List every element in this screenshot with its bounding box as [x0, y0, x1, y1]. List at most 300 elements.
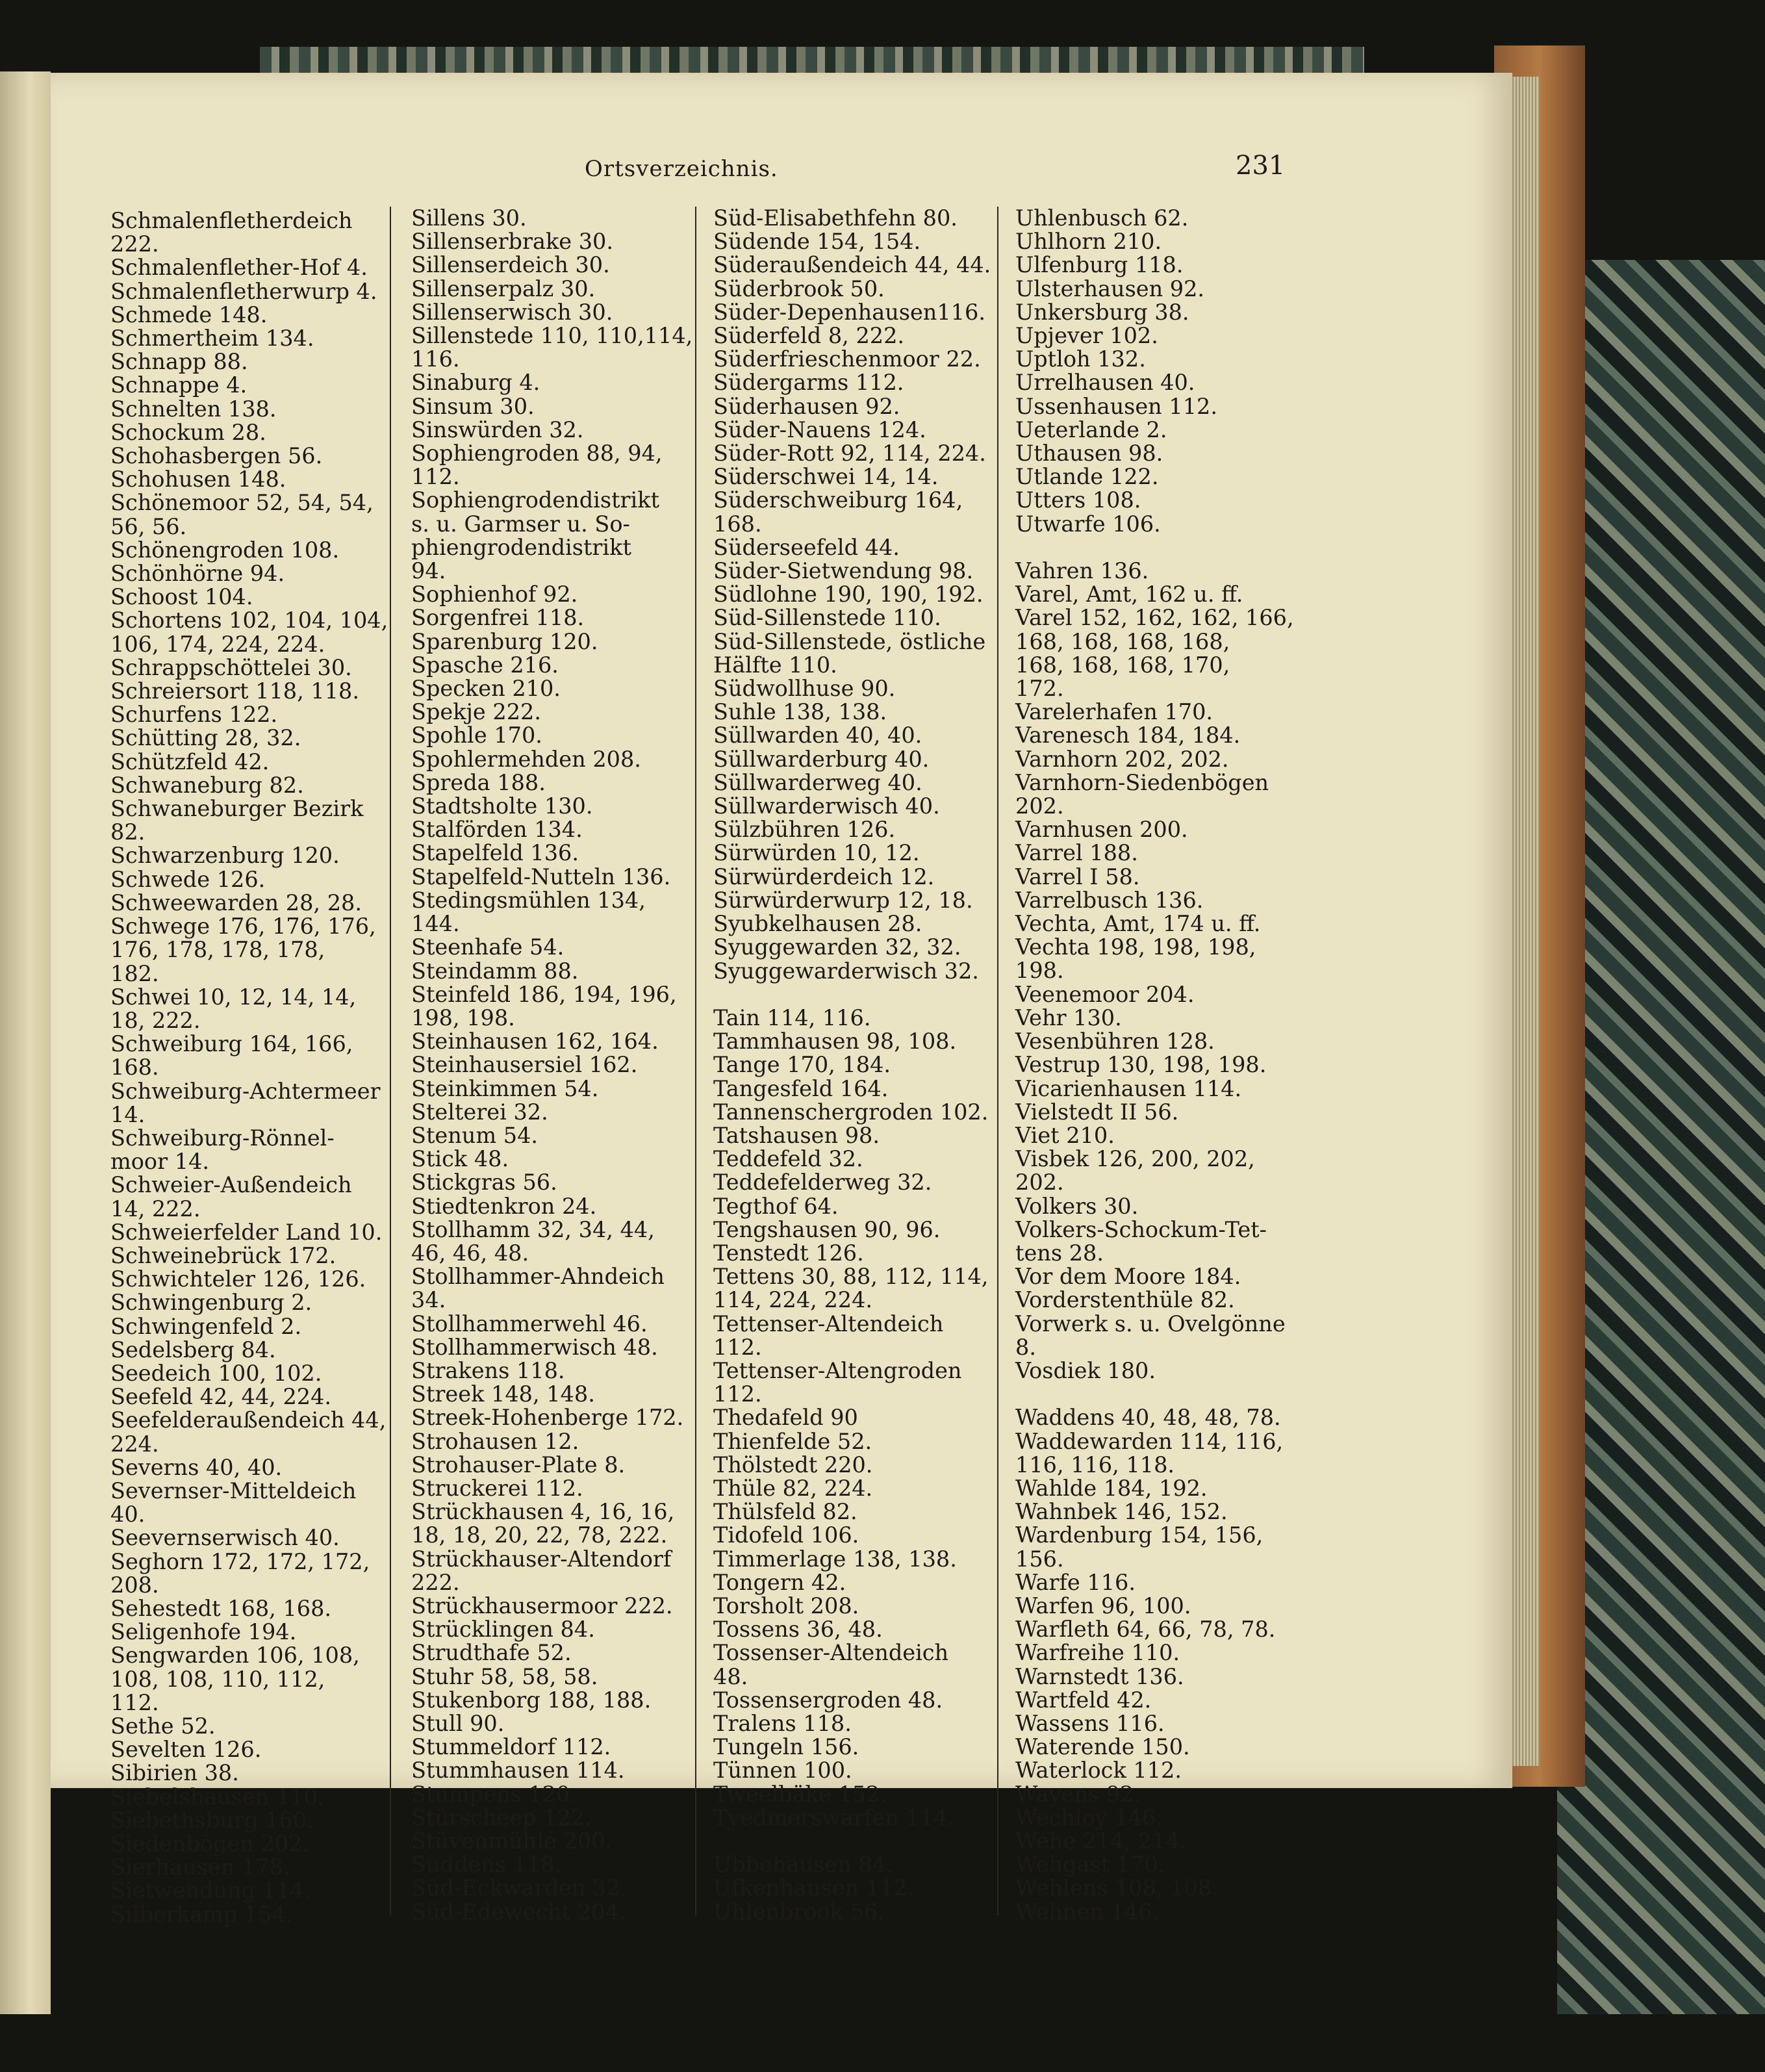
index-entry: Thölstedt 220.: [713, 1452, 873, 1477]
index-entry: Steinhausen 162, 164.: [411, 1029, 659, 1055]
index-entry: Tegthof 64.: [713, 1193, 839, 1219]
index-entry: 116.: [411, 346, 460, 372]
index-entry: Suddens 118.: [411, 1852, 562, 1878]
index-entry: Uhlenbrook 56.: [713, 1899, 885, 1925]
index-entry: Schmalenfletherdeich: [110, 208, 353, 233]
index-entry: Waterlock 112.: [1015, 1758, 1182, 1784]
index-entry: Sillenserpalz 30.: [411, 275, 596, 301]
index-entry: Ufkenhausen 112.: [713, 1875, 915, 1901]
index-entry: Vesenbühren 128.: [1015, 1029, 1215, 1055]
index-entry: Wehnen 146.: [1015, 1899, 1160, 1925]
index-entry: Sürwürderwurp 12, 18.: [713, 887, 973, 913]
index-entry: Sengwarden 106, 108,: [110, 1643, 360, 1669]
index-entry: Vestrup 130, 198, 198.: [1015, 1052, 1267, 1078]
index-entry: Wartfeld 42.: [1015, 1687, 1152, 1713]
index-entry: Schweierfelder Land 10.: [110, 1219, 383, 1245]
index-entry: 46, 46, 48.: [411, 1240, 529, 1266]
index-entry: 34.: [411, 1287, 446, 1313]
index-entry: Stollhammer-Ahndeich: [411, 1264, 665, 1290]
index-entry: Ulsterhausen 92.: [1015, 275, 1205, 301]
index-entry: Wehe 214, 214.: [1015, 1828, 1187, 1854]
index-entry: Tongern 42.: [713, 1569, 846, 1595]
index-entry: 106, 174, 224, 224.: [110, 631, 325, 657]
index-entry: Varnhusen 200.: [1015, 817, 1188, 843]
index-entry: Ueterlande 2.: [1015, 416, 1167, 442]
index-entry: Stollhammerwisch 48.: [411, 1334, 658, 1360]
index-entry: 222.: [110, 231, 159, 257]
index-entry: Varnhorn-Siedenbögen: [1015, 769, 1269, 795]
index-entry: Tatshausen 98.: [713, 1122, 880, 1148]
index-entry: Stumpens 120.: [411, 1781, 578, 1807]
index-entry: Warfe 116.: [1015, 1569, 1136, 1595]
index-entry: Urrelhausen 40.: [1015, 370, 1195, 396]
index-entry: Schütting 28, 32.: [110, 725, 301, 751]
index-entry: 18, 222.: [110, 1007, 201, 1033]
index-entry: Süd-Edewecht 204.: [411, 1899, 626, 1925]
index-entry: Varenesch 184, 184.: [1015, 723, 1241, 748]
index-entry: 156.: [1015, 1546, 1064, 1572]
index-entry: Unkersburg 38.: [1015, 299, 1189, 325]
index-entry: Spreda 188.: [411, 769, 546, 795]
index-entry: Strohausen 12.: [411, 1428, 579, 1454]
index-entry: Waddewarden 114, 116,: [1015, 1428, 1284, 1454]
index-entry: Vor dem Moore 184.: [1015, 1264, 1241, 1290]
index-entry: Süllwarden 40, 40.: [713, 723, 922, 748]
index-entry: Spohle 170.: [411, 723, 542, 748]
index-entry: Schönhörne 94.: [110, 561, 285, 587]
index-entry: 18, 18, 20, 22, 78, 222.: [411, 1522, 668, 1548]
index-entry: 112.: [713, 1381, 762, 1407]
index-entry: Strudthafe 52.: [411, 1640, 572, 1666]
index-column-1: [110, 209, 409, 1926]
letter-section-gap: [1015, 1383, 1314, 1406]
index-entry: Stick 48.: [411, 1146, 509, 1172]
index-entry: Schwichteler 126, 126.: [110, 1266, 366, 1292]
page-number: 231: [1236, 151, 1286, 181]
index-entry: Tyedmerswarfen 114.: [713, 1804, 955, 1830]
index-entry: Varnhorn 202, 202.: [1015, 746, 1229, 772]
index-entry: Varrel 188.: [1015, 840, 1138, 866]
index-entry: Hälfte 110.: [713, 652, 837, 678]
index-entry: Siebethsburg 160.: [110, 1807, 314, 1833]
index-entry: Torsholt 208.: [713, 1592, 859, 1618]
index-entry: Sinsum 30.: [411, 393, 535, 419]
index-entry: Spekje 222.: [411, 699, 541, 725]
index-entry: Wahlde 184, 192.: [1015, 1475, 1208, 1501]
index-entry: Sillenserdeich 30.: [411, 252, 610, 278]
index-entry: Schwede 126.: [110, 866, 266, 892]
index-entry: Schurfens 122.: [110, 702, 278, 728]
index-entry: Strakens 118.: [411, 1357, 565, 1383]
index-entry: Syuggewarderwisch 32.: [713, 958, 979, 984]
index-entry: Sillenstede 110, 110,114,: [411, 323, 693, 349]
index-entry: Vorwerk s. u. Ovelgönne: [1015, 1311, 1286, 1337]
index-entry: Südwollhuse 90.: [713, 676, 896, 702]
index-entry: Waddens 40, 48, 48, 78.: [1015, 1405, 1281, 1431]
index-entry: 56, 56.: [110, 513, 187, 539]
index-entry: Schweiburg 164, 166,: [110, 1031, 353, 1057]
index-entry: Südlohne 190, 190, 192.: [713, 582, 984, 608]
index-entry: Sehestedt 168, 168.: [110, 1595, 332, 1621]
index-entry: Ulfenburg 118.: [1015, 252, 1184, 278]
index-entry: Seedeich 100, 102.: [110, 1360, 322, 1386]
index-entry: 48.: [713, 1663, 748, 1689]
index-entry: Upjever 102.: [1015, 323, 1158, 349]
index-entry: Stadtsholte 130.: [411, 793, 593, 819]
index-entry: tens 28.: [1015, 1240, 1104, 1266]
index-entry: Sibirien 38.: [110, 1760, 239, 1786]
index-entry: Thedafeld 90: [713, 1405, 858, 1431]
index-entry: Süllwarderwisch 40.: [713, 793, 940, 819]
index-entry: Tenstedt 126.: [713, 1240, 864, 1266]
index-entry: 40.: [110, 1502, 146, 1528]
index-entry: Sophiengroden 88, 94,: [411, 441, 663, 467]
index-entry: Steenhafe 54.: [411, 934, 565, 960]
index-entry: Volkers-Schockum-Tet-: [1015, 1216, 1267, 1242]
index-entry: 202.: [1015, 793, 1064, 819]
index-entry: Tengshausen 90, 96.: [713, 1216, 941, 1242]
index-entry: Spohlermehden 208.: [411, 746, 641, 772]
index-entry: Süderhausen 92.: [713, 393, 900, 419]
index-entry: 222.: [411, 1569, 460, 1595]
index-entry: Viet 210.: [1015, 1122, 1115, 1148]
index-entry: Schönengroden 108.: [110, 537, 340, 563]
index-entry: Schortens 102, 104, 104,: [110, 608, 388, 633]
index-entry: 14, 222.: [110, 1196, 201, 1221]
letter-section-gap: [713, 983, 1012, 1006]
index-entry: Wehgast 170.: [1015, 1852, 1165, 1878]
index-entry: Stürscheep 122.: [411, 1804, 592, 1830]
index-entry: Stummeldorf 112.: [411, 1734, 611, 1760]
index-entry: Wechloy 146.: [1015, 1804, 1163, 1830]
marbled-cover-right: [1557, 260, 1765, 2014]
index-entry: Tünnen 100.: [713, 1758, 852, 1784]
index-entry: Struckerei 112.: [411, 1475, 583, 1501]
index-entry: Ussenhausen 112.: [1015, 393, 1217, 419]
index-entry: 112.: [713, 1334, 762, 1360]
index-entry: Schnelten 138.: [110, 396, 277, 422]
index-entry: Strückhausen 4, 16, 16,: [411, 1499, 675, 1525]
index-entry: Sillenserwisch 30.: [411, 299, 613, 325]
index-entry: Steinkimmen 54.: [411, 1075, 599, 1101]
index-entry: Sethe 52.: [110, 1713, 216, 1739]
index-entry: Stapelfeld 136.: [411, 840, 579, 866]
index-entry: Thüle 82, 224.: [713, 1475, 873, 1501]
index-entry: 202.: [1015, 1170, 1064, 1196]
index-entry: Schönemoor 52, 54, 54,: [110, 490, 374, 516]
index-entry: Sillenserbrake 30.: [411, 229, 614, 255]
index-entry: Strückhauser-Altendorf: [411, 1546, 672, 1572]
index-entry: Steinfeld 186, 194, 196,: [411, 981, 677, 1007]
index-entry: Suhle 138, 138.: [713, 699, 887, 725]
index-entry: Schützfeld 42.: [110, 748, 270, 774]
index-entry: Schwingenburg 2.: [110, 1290, 312, 1316]
index-entry: Stollhammerwehl 46.: [411, 1311, 648, 1337]
index-entry: Süder-Rott 92, 114, 224.: [713, 441, 986, 467]
index-entry: Schmalenflether-Hof 4.: [110, 255, 368, 281]
index-entry: 168, 168, 168, 168,: [1015, 628, 1230, 654]
index-entry: Schohusen 148.: [110, 467, 286, 492]
index-entry: Strohauser-Plate 8.: [411, 1452, 626, 1477]
index-entry: Tidofeld 106.: [713, 1522, 859, 1548]
index-entry: Volkers 30.: [1015, 1193, 1139, 1219]
index-entry: Sevelten 126.: [110, 1737, 262, 1763]
index-entry: Varrel I 58.: [1015, 863, 1140, 889]
index-entry: Stummhausen 114.: [411, 1758, 625, 1784]
index-entry: 14.: [110, 1101, 146, 1127]
index-entry: Schoost 104.: [110, 584, 253, 610]
index-entry: Tossens 36, 48.: [713, 1617, 883, 1643]
index-entry: Schockum 28.: [110, 419, 266, 445]
index-entry: Vicarienhausen 114.: [1015, 1075, 1242, 1101]
index-entry: Süderschweiburg 164,: [713, 487, 963, 513]
index-entry: Schnapp 88.: [110, 349, 248, 375]
letter-section-gap: [713, 1830, 1012, 1853]
index-entry: Visbek 126, 200, 202,: [1015, 1146, 1255, 1172]
index-entry: Schwingenfeld 2.: [110, 1313, 302, 1339]
index-entry: Vorderstenthüle 82.: [1015, 1287, 1235, 1313]
index-entry: Schrappschöttelei 30.: [110, 654, 352, 680]
index-entry: Süderseefeld 44.: [713, 534, 900, 560]
index-entry: Schwei 10, 12, 14, 14,: [110, 984, 357, 1010]
index-entry: 198, 198.: [411, 1004, 515, 1030]
index-entry: Süd-Sillenstede 110.: [713, 605, 941, 631]
index-entry: Sürwürderdeich 12.: [713, 863, 935, 889]
index-entry: 112.: [411, 464, 460, 490]
index-entry: Schmertheim 134.: [110, 326, 314, 352]
index-entry: Tammhausen 98, 108.: [713, 1029, 957, 1055]
index-entry: 198.: [1015, 958, 1064, 984]
index-entry: 108, 108, 110, 112,: [110, 1666, 325, 1692]
index-entry: Thienfelde 52.: [713, 1428, 872, 1454]
index-entry: Süderaußendeich 44, 44.: [713, 252, 991, 278]
index-entry: Warnstedt 136.: [1015, 1663, 1184, 1689]
index-entry: 168.: [713, 511, 762, 537]
index-column-4: [1015, 207, 1314, 1924]
index-entry: Sophienhof 92.: [411, 582, 578, 608]
index-entry: Stenum 54.: [411, 1122, 539, 1148]
index-entry: phiengrodendistrikt: [411, 534, 631, 560]
index-entry: Vechta, Amt, 174 u. ff.: [1015, 911, 1261, 937]
index-entry: Utwarfe 106.: [1015, 511, 1161, 537]
index-entry: s. u. Garmser u. So-: [411, 511, 630, 537]
index-entry: Sillens 30.: [411, 205, 527, 231]
index-entry: Stiedtenkron 24.: [411, 1193, 597, 1219]
index-entry: Vechta 198, 198, 198,: [1015, 934, 1256, 960]
index-entry: 94.: [411, 558, 446, 584]
index-entry: Spasche 216.: [411, 652, 559, 678]
index-entry: Wahnbek 146, 152.: [1015, 1499, 1228, 1525]
index-entry: Tweelbäke 152.: [713, 1781, 887, 1807]
index-entry: Seefeld 42, 44, 224.: [110, 1384, 332, 1410]
index-entry: 112.: [110, 1689, 159, 1715]
index-entry: Süder-Sietwendung 98.: [713, 558, 974, 584]
index-entry: Seghorn 172, 172, 172,: [110, 1548, 370, 1574]
index-entry: Stull 90.: [411, 1711, 505, 1736]
index-entry: Steinhausersiel 162.: [411, 1052, 638, 1078]
index-entry: 8.: [1015, 1334, 1036, 1360]
index-entry: Schmalenfletherwurp 4.: [110, 278, 377, 304]
index-entry: Schwege 176, 176, 176,: [110, 914, 376, 940]
index-entry: Süderfrieschenmoor 22.: [713, 346, 981, 372]
index-entry: Warfleth 64, 66, 78, 78.: [1015, 1617, 1276, 1643]
index-entry: Specken 210.: [411, 676, 561, 702]
index-entry: Tralens 118.: [713, 1710, 852, 1736]
index-entry: Schwaneburger Bezirk: [110, 796, 364, 822]
index-entry: Stukenborg 188, 188.: [411, 1687, 652, 1713]
index-entry: Schweinebrück 172.: [110, 1242, 336, 1268]
index-entry: Streek-Hohenberge 172.: [411, 1405, 684, 1431]
index-entry: Stapelfeld-Nutteln 136.: [411, 863, 671, 889]
index-entry: Süder-Depenhausen116.: [713, 299, 985, 325]
index-entry: moor 14.: [110, 1149, 210, 1175]
index-entry: Tange 170, 184.: [713, 1052, 891, 1078]
index-entry: 168.: [110, 1055, 159, 1081]
index-entry: Tossenser-Altendeich: [713, 1640, 949, 1666]
index-entry: Schmede 148.: [110, 301, 268, 327]
index-entry: Sürwürden 10, 12.: [713, 840, 920, 866]
index-entry: Seefelderaußendeich 44,: [110, 1407, 387, 1433]
index-entry: 82.: [110, 819, 146, 845]
index-entry: Wassens 116.: [1015, 1710, 1165, 1736]
index-entry: Süd-Sillenstede, östliche: [713, 628, 986, 654]
running-header: Ortsverzeichnis.: [585, 156, 778, 182]
index-entry: Schweier-Außendeich: [110, 1172, 352, 1198]
index-entry: 176, 178, 178, 178,: [110, 937, 325, 963]
index-entry: Wehlens 108, 108.: [1015, 1875, 1219, 1901]
index-entry: Stelterei 32.: [411, 1099, 548, 1125]
index-column-2: [411, 207, 710, 1924]
index-entry: 168, 168, 168, 170,: [1015, 652, 1230, 678]
index-entry: Uhlhorn 210.: [1015, 229, 1162, 255]
index-entry: Sparenburg 120.: [411, 628, 598, 654]
index-entry: Sierhausen 178.: [110, 1854, 290, 1880]
index-entry: Steindamm 88.: [411, 958, 579, 984]
index-entry: Vielstedt II 56.: [1015, 1099, 1179, 1125]
index-entry: Südende 154, 154.: [713, 229, 921, 255]
index-entry: Schreiersort 118, 118.: [110, 678, 359, 704]
index-entry: Timmerlage 138, 138.: [713, 1546, 957, 1572]
index-entry: Schohasbergen 56.: [110, 443, 323, 469]
index-entry: Strückhausermoor 222.: [411, 1592, 673, 1618]
index-entry: Varel 152, 162, 162, 166,: [1015, 605, 1294, 631]
index-entry: Uptloh 132.: [1015, 346, 1146, 372]
index-entry: 172.: [1015, 676, 1064, 702]
index-entry: Tannenschergroden 102.: [713, 1099, 989, 1125]
index-entry: Tain 114, 116.: [713, 1004, 871, 1030]
index-entry: Vehr 130.: [1015, 1004, 1122, 1030]
index-entry: Varelerhafen 170.: [1015, 699, 1213, 725]
index-entry: 114, 224, 224.: [713, 1287, 873, 1313]
index-entry: Süllwarderweg 40.: [713, 769, 922, 795]
index-entry: Utters 108.: [1015, 487, 1141, 513]
index-entry: Sorgenfrei 118.: [411, 605, 585, 631]
index-entry: Süder-Nauens 124.: [713, 416, 926, 442]
index-entry: Seligenhofe 194.: [110, 1619, 297, 1645]
index-entry: Schweiburg-Achtermeer: [110, 1078, 381, 1104]
index-entry: Sülzbühren 126.: [713, 817, 896, 843]
index-entry: 182.: [110, 960, 159, 986]
index-entry: Tettens 30, 88, 112, 114,: [713, 1264, 989, 1290]
index-entry: Stüvenmühle 200.: [411, 1828, 613, 1854]
index-entry: Severns 40, 40.: [110, 1454, 283, 1480]
index-entry: Ubbehausen 84.: [713, 1852, 893, 1878]
index-entry: Warfen 96, 100.: [1015, 1592, 1191, 1618]
index-entry: Stalförden 134.: [411, 817, 583, 843]
book-spine-left: [0, 71, 51, 2014]
index-entry: Sinswürden 32.: [411, 416, 584, 442]
index-entry: Tettenser-Altengroden: [713, 1357, 962, 1383]
index-entry: Thülsfeld 82.: [713, 1499, 857, 1525]
index-entry: Süderfeld 8, 222.: [713, 323, 905, 349]
index-entry: Sinaburg 4.: [411, 370, 540, 396]
index-entry: Syubkelhausen 28.: [713, 911, 922, 937]
index-entry: Schwarzenburg 120.: [110, 843, 340, 869]
index-entry: Silberkamp 154.: [110, 1901, 293, 1927]
index-entry: Wardenburg 154, 156,: [1015, 1522, 1263, 1548]
index-entry: Süd-Elisabethfehn 80.: [713, 205, 958, 231]
index-entry: 144.: [411, 911, 460, 937]
index-entry: Süd-Eckwarden 32.: [411, 1875, 628, 1901]
index-entry: Strücklingen 84.: [411, 1617, 595, 1643]
index-entry: Sedelsberg 84.: [110, 1337, 276, 1362]
index-entry: Waterende 150.: [1015, 1734, 1190, 1760]
index-entry: Siedenbögen 202.: [110, 1831, 310, 1857]
index-entry: Stollhamm 32, 34, 44,: [411, 1216, 655, 1242]
index-entry: Teddefeld 32.: [713, 1146, 863, 1172]
index-entry: Schweewarden 28, 28.: [110, 889, 362, 915]
index-entry: Wayens 92.: [1015, 1781, 1141, 1807]
index-entry: Süderbrook 50.: [713, 275, 885, 301]
letter-section-gap: [1015, 536, 1314, 559]
index-entry: Vosdiek 180.: [1015, 1357, 1156, 1383]
index-column-3: [713, 207, 1012, 1924]
index-entry: Schweiburg-Rönnel-: [110, 1125, 335, 1151]
index-entry: Sophiengrodendistrikt: [411, 487, 660, 513]
index-entry: Stickgras 56.: [411, 1170, 557, 1196]
index-entry: Vahren 136.: [1015, 558, 1149, 584]
index-entry: 224.: [110, 1431, 159, 1457]
index-entry: Streek 148, 148.: [411, 1381, 595, 1407]
index-entry: 208.: [110, 1572, 159, 1598]
index-entry: Südergarms 112.: [713, 370, 904, 396]
index-entry: Tungeln 156.: [713, 1734, 859, 1760]
index-entry: Severnser-Mitteldeich: [110, 1477, 357, 1503]
index-entry: Süderschwei 14, 14.: [713, 464, 939, 490]
index-entry: Utlande 122.: [1015, 464, 1159, 490]
index-entry: Siebelshausen 110.: [110, 1784, 325, 1810]
index-entry: 116, 116, 118.: [1015, 1452, 1175, 1477]
index-entry: Sietwendung 114.: [110, 1878, 311, 1904]
index-entry: Uthausen 98.: [1015, 441, 1163, 467]
index-entry: Tossensergroden 48.: [713, 1687, 943, 1713]
index-entry: Varrelbusch 136.: [1015, 887, 1204, 913]
index-entry: Süllwarderburg 40.: [713, 746, 930, 772]
index-entry: Stuhr 58, 58, 58.: [411, 1663, 598, 1689]
index-entry: Teddefelderweg 32.: [713, 1170, 932, 1196]
index-entry: Uhlenbusch 62.: [1015, 205, 1189, 231]
index-entry: Veenemoor 204.: [1015, 981, 1195, 1007]
index-entry: Schnappe 4.: [110, 372, 248, 398]
index-entry: Seevernserwisch 40.: [110, 1525, 340, 1551]
index-entry: Warfreihe 110.: [1015, 1640, 1180, 1666]
index-entry: Syuggewarden 32, 32.: [713, 934, 961, 960]
index-entry: Tangesfeld 164.: [713, 1075, 889, 1101]
index-entry: Stedingsmühlen 134,: [411, 887, 646, 913]
index-entry: Schwaneburg 82.: [110, 772, 304, 798]
index-entry: Varel, Amt, 162 u. ff.: [1015, 582, 1243, 608]
index-entry: Tettenser-Altendeich: [713, 1311, 944, 1337]
